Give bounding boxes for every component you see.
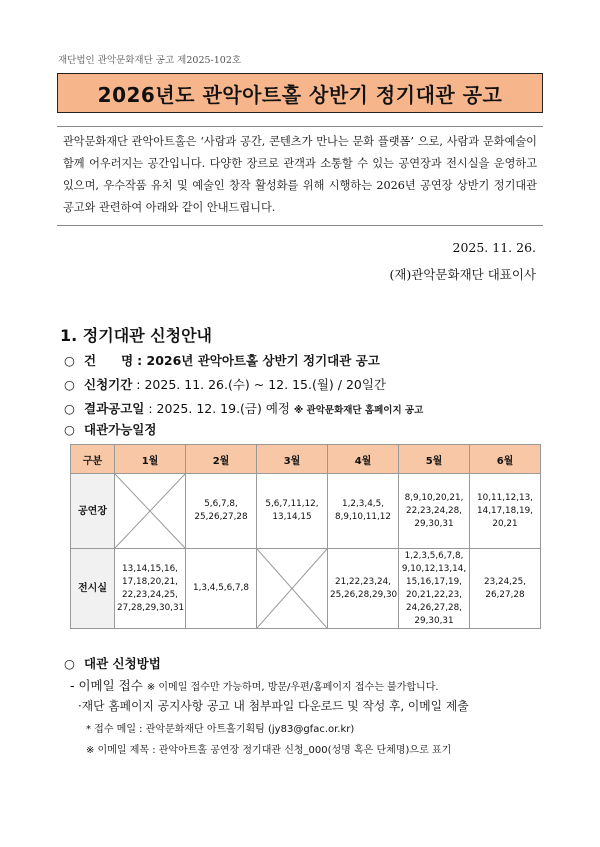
header-cell: 구분 xyxy=(71,445,115,474)
table-cell: 1,2,3,4,5, 8,9,10,11,12 xyxy=(328,474,399,549)
table-cell: 23,24,25, 26,27,28 xyxy=(470,549,541,629)
cross-mark-icon xyxy=(257,549,327,628)
item-period-value: : 2025. 11. 26.(수) ~ 12. 15.(월) / 20일간 xyxy=(136,377,386,392)
item-result xyxy=(64,399,423,417)
unavailable-cell xyxy=(115,474,186,549)
method-subject: ※ 이메일 제목 : 관악아트홀 공연장 정기대관 신청_000(성명 혹은 단체명)으로 표기 xyxy=(86,745,452,756)
header-cell: 3월 xyxy=(257,445,328,474)
item-name-value: : 2026년 관악아트홀 상반기 정기대관 공고 xyxy=(137,353,380,368)
table-cell: 1,2,3,5,6,7,8, 9,10,12,13,14, 15,16,17,19, 20,21,22,23, 24,26,27,28, 29,30,31 xyxy=(399,549,470,629)
table-cell: 13,14,15,16, 17,18,20,21, 22,23,24,25, 27,28,29,30,31 xyxy=(115,549,186,629)
header-cell: 6월 xyxy=(470,445,541,474)
issuer: (재)관악문화재단 대표이사 xyxy=(389,267,536,282)
page-title: 2026년도 관악아트홀 상반기 정기대관 공고 xyxy=(57,73,543,113)
table-cell: 21,22,23,24, 25,26,28,29,30 xyxy=(328,549,399,629)
intro-paragraph: 관악문화재단 관악아트홀은 ‘사람과 공간, 콘텐츠가 만나는 문화 플랫폼’ 으로, 사람과 문화예술이 함께 어우러지는 공간입니다. 다양한 장르로 관객과 소통할 수 있는 공연장과 전시실을 운영하고 있으며, 우수작품 유치 및 예술인 창작 활성화를 위해 시행하는 2026년 공연장 상반기 정기대관 공고와 관련하여 아래와 같이 안내드립니다. xyxy=(57,126,543,226)
table-cell: 5,6,7,8, 25,26,27,28 xyxy=(186,474,257,549)
header-cell: 4월 xyxy=(328,445,399,474)
row-header: 전시실 xyxy=(71,549,115,629)
method-email-note: ※ 이메일 접수만 가능하며, 방문/우편/홈페이지 접수는 불가합니다. xyxy=(146,682,439,693)
method-heading-text: 대관 신청방법 xyxy=(84,656,161,671)
item-period-label: 신청기간 xyxy=(84,377,133,392)
method-email-line xyxy=(70,676,439,694)
header-cell: 5월 xyxy=(399,445,470,474)
section-heading: 1. 정기대관 신청안내 xyxy=(60,326,212,345)
row-header: 공연장 xyxy=(71,474,115,549)
unavailable-cell xyxy=(257,549,328,629)
document-number: 재단법인 관악문화재단 공고 제2025-102호 xyxy=(58,55,242,66)
header-cell: 1월 xyxy=(115,445,186,474)
method-step: ·재단 홈페이지 공지사항 공고 내 첨부파일 다운로드 및 작성 후, 이메일 제출 xyxy=(78,699,469,713)
table-cell: 8,9,10,20,21, 22,23,24,28, 29,30,31 xyxy=(399,474,470,549)
method-heading xyxy=(64,654,161,672)
method-mail: * 접수 메일 : 관악문화재단 아트홀기획팀 (jy83@gfac.or.kr) xyxy=(86,724,355,735)
item-name-label: 건 명 xyxy=(84,353,134,368)
table-cell: 10,11,12,13, 14,17,18,19, 20,21 xyxy=(470,474,541,549)
table-cell: 1,3,4,5,6,7,8 xyxy=(186,549,257,629)
circle-bullet-icon: ○ xyxy=(64,656,75,671)
cross-mark-icon xyxy=(115,474,185,548)
item-result-value: : 2025. 12. 19.(금) 예정 xyxy=(148,401,291,416)
circle-bullet-icon: ○ xyxy=(64,377,75,392)
item-name xyxy=(64,351,380,369)
circle-bullet-icon: ○ xyxy=(64,401,75,416)
item-schedule xyxy=(64,420,156,438)
table-row xyxy=(71,549,541,629)
item-result-note: ※ 관악문화재단 홈페이지 공고 xyxy=(294,405,424,416)
schedule-table xyxy=(70,444,541,629)
schedule-header-row xyxy=(71,445,541,474)
method-email-label: - 이메일 접수 xyxy=(70,678,143,693)
circle-bullet-icon: ○ xyxy=(64,422,75,437)
item-schedule-label: 대관가능일정 xyxy=(84,422,157,437)
circle-bullet-icon: ○ xyxy=(64,353,75,368)
table-row xyxy=(71,474,541,549)
table-cell: 5,6,7,11,12, 13,14,15 xyxy=(257,474,328,549)
announcement-date: 2025. 11. 26. xyxy=(452,240,536,255)
header-cell: 2월 xyxy=(186,445,257,474)
item-period xyxy=(64,375,386,393)
item-result-label: 결과공고일 xyxy=(84,401,145,416)
